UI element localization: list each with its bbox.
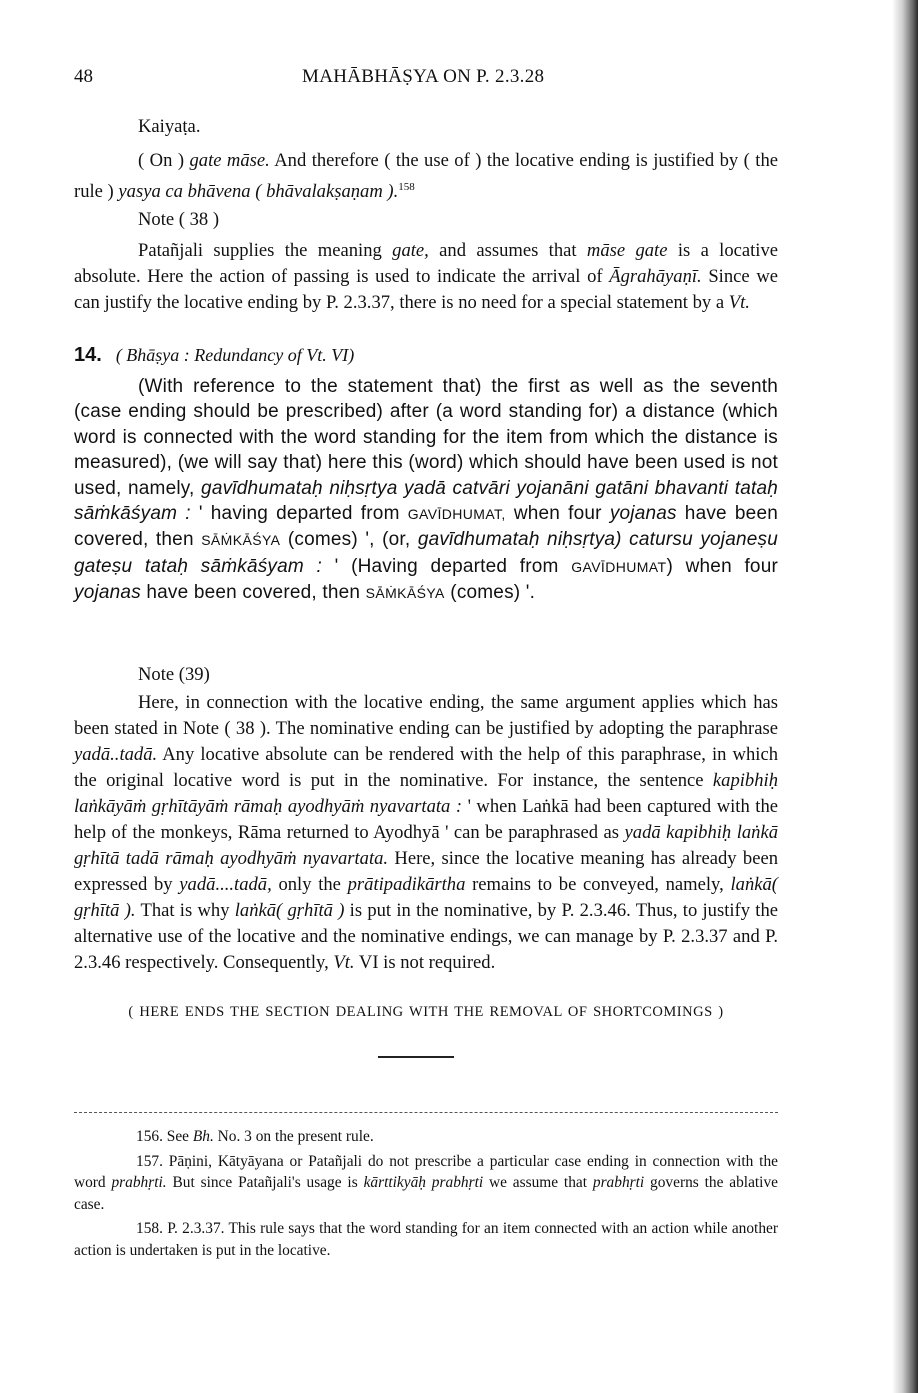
footnote-156: 156. See Bh. No. 3 on the present rule. bbox=[136, 1128, 374, 1145]
note-39-label: Note (39) bbox=[138, 664, 210, 685]
footnote-separator bbox=[74, 1112, 778, 1113]
end-rule bbox=[378, 1056, 454, 1058]
running-title: MAHĀBHĀṢYA ON P. 2.3.28 bbox=[302, 66, 545, 87]
paragraph-note-39: Here, in connection with the locative ending, the same argument applies which has been stated in Note ( 38 ). The nominative ending can be justified by adopting the paraphrase yadā..tadā. Any locative absolute can be rendered with the help of this paraphrase, in which the original locative word is put in the nominative. For instance, the sentence kapibhiḥ laṅkāyāṁ gṛhītāyāṁ rāmaḥ ayodhyāṁ nyavartata : ' when Laṅkā had been captured with the help of the monkeys, Rāma returned to Ayodhyā ' can be paraphrased as yadā kapibhiḥ laṅkā gṛhītā tadā rāmaḥ ayodhyāṁ nyavartata. Here, since the locative meaning has already been expressed by yadā....tadā, only the prātipadikārtha remains to be conveyed, namely, laṅkā( gṛhītā ). That is why laṅkā( gṛhītā ) is put in the nominative, by P. 2.3.46. Thus, to justify the alternative use of the locative and the nominative endings, we can manage by P. 2.3.37 and P. 2.3.46 respectively. Consequently, Vt. VI is not required. bbox=[74, 692, 779, 973]
page-number: 48 bbox=[74, 66, 93, 87]
section-title: ( Bhāṣya : Redundancy of Vt. VI) bbox=[115, 345, 355, 365]
paragraph-bhasya: (With reference to the statement that) the first as well as the seventh (case ending should be prescribed) after (a word standing for) a distance (which word is connected with the word standing for the item from which the distance is measured), (we will say that) here this (word) which should have been used is not used, namely, gavīdhumataḥ niḥsṛtya yadā catvāri yojanāni gatāni bhavanti tataḥ sāṁkāśyam : ' having departed from GAVĪDHUMAT, when four yojanas have been covered, then SĀṀKĀŚYA (comes) ', (or, gavīdhumataḥ niḥsṛtya) catursu yojaneṣu gateṣu tataḥ sāṁkāśyam : ' (Having departed from GAVĪDHUMAT) when four yojanas have been covered, then SĀṀKĀŚYA (comes) '. bbox=[74, 376, 778, 604]
note-38-label: Note ( 38 ) bbox=[138, 209, 220, 230]
kaiyata-label: Kaiyaṭa. bbox=[138, 116, 201, 137]
section-heading bbox=[74, 344, 354, 367]
paragraph-note-38: Patañjali supplies the meaning gate, and assumes that māse gate is a locative absolute. Here the action of passing is used to indicate the arrival of Āgrahāyaṇī. Since we can justify the locative ending by P. 2.3.37, there is no need for a special statement by a Vt. bbox=[74, 240, 779, 313]
section-number: 14. bbox=[74, 344, 102, 366]
paragraph-kaiyata: ( On ) gate māse. And therefore ( the use of ) the locative ending is justified by ( the rule ) yasya ca bhāvena ( bhāvalakṣaṇam ).$^{158}$ bbox=[74, 150, 779, 203]
page-edge-shadow bbox=[892, 0, 918, 1393]
footnote-158: 158. P. 2.3.37. This rule says that the word standing for an item connected with an action while another action is undertaken is put in the locative. bbox=[74, 1220, 778, 1259]
footnotes bbox=[74, 1126, 778, 1264]
running-header bbox=[0, 66, 918, 96]
section-closing-line: ( HERE ENDS THE SECTION DEALING WITH THE REMOVAL OF SHORTCOMINGS ) bbox=[128, 1004, 724, 1020]
footnote-157: 157. Pāṇini, Kātyāyana or Patañjali do not prescribe a particular case ending in connection with the word prabhṛti. But since Patañjali's usage is kārttikyāḥ prabhṛti we assume that prabhṛti governs the ablative case. bbox=[74, 1152, 778, 1213]
